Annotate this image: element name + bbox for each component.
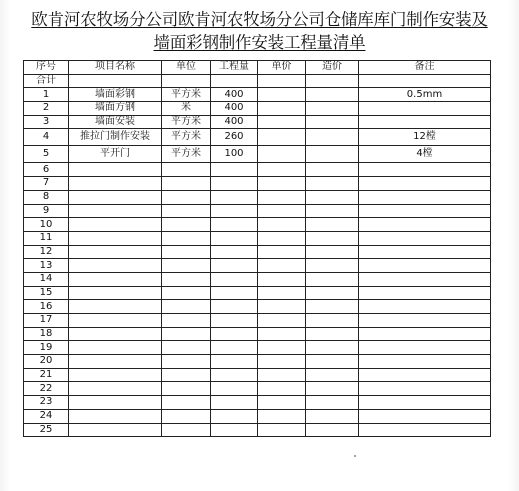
row-number-cell: 23 xyxy=(24,396,69,410)
item-name-cell: 墙面彩钢 xyxy=(69,88,162,102)
item-name-cell xyxy=(69,286,162,300)
quantity-cell: 100 xyxy=(211,146,258,163)
document-title-line-1: 欧肯河农牧场分公司欧肯河农牧场分公司仓储库库门制作安装及 xyxy=(31,10,488,29)
item-name-cell xyxy=(69,368,162,382)
table-row xyxy=(24,204,491,218)
item-name-cell xyxy=(69,396,162,410)
quantity-cell xyxy=(211,368,258,382)
quantity-cell xyxy=(211,204,258,218)
table-row xyxy=(24,88,491,102)
unit-cell xyxy=(162,245,211,259)
remarks-cell xyxy=(359,102,491,116)
unit-price-cell xyxy=(258,88,306,102)
unit-cell xyxy=(162,396,211,410)
cost-cell xyxy=(306,259,359,273)
row-number-cell: 9 xyxy=(24,204,69,218)
quantity-cell: 400 xyxy=(211,102,258,116)
total-row xyxy=(24,74,491,88)
quantity-cell xyxy=(211,396,258,410)
row-number-cell: 3 xyxy=(24,115,69,129)
cost-cell xyxy=(306,129,359,146)
unit-price-cell xyxy=(258,382,306,396)
cost-cell xyxy=(306,409,359,423)
unit-price-cell xyxy=(258,204,306,218)
unit-cell xyxy=(162,355,211,369)
cost-cell xyxy=(306,102,359,116)
unit-cell xyxy=(162,218,211,232)
quantity-cell xyxy=(211,190,258,204)
unit-cell xyxy=(162,382,211,396)
row-number-cell: 15 xyxy=(24,286,69,300)
cost-cell xyxy=(306,382,359,396)
cost-cell xyxy=(306,341,359,355)
row-number-cell: 5 xyxy=(24,146,69,163)
table-row xyxy=(24,368,491,382)
unit-price-cell xyxy=(258,341,306,355)
unit-cell: 平方米 xyxy=(162,129,211,146)
total-cell xyxy=(162,74,211,88)
table-row xyxy=(24,272,491,286)
unit-cell xyxy=(162,272,211,286)
table-row xyxy=(24,177,491,191)
unit-cell xyxy=(162,409,211,423)
remarks-cell xyxy=(359,327,491,341)
unit-price-cell xyxy=(258,102,306,116)
total-cell xyxy=(306,74,359,88)
remarks-cell: 12樘 xyxy=(359,129,491,146)
cost-cell xyxy=(306,88,359,102)
remarks-cell xyxy=(359,300,491,314)
unit-cell: 平方米 xyxy=(162,146,211,163)
row-number-cell: 11 xyxy=(24,231,69,245)
unit-price-cell xyxy=(258,286,306,300)
table-row xyxy=(24,382,491,396)
header-item-name: 项目名称 xyxy=(69,61,162,75)
quantity-cell xyxy=(211,231,258,245)
item-name-cell xyxy=(69,218,162,232)
item-name-cell xyxy=(69,259,162,273)
row-number-cell: 14 xyxy=(24,272,69,286)
row-number-cell: 17 xyxy=(24,314,69,328)
header-remarks: 备注 xyxy=(359,61,491,75)
quantity-cell xyxy=(211,355,258,369)
header-quantity: 工程量 xyxy=(211,61,258,75)
item-name-cell: 墙面方钢 xyxy=(69,102,162,116)
remarks-cell xyxy=(359,355,491,369)
table-row xyxy=(24,245,491,259)
total-cell xyxy=(211,74,258,88)
item-name-cell xyxy=(69,190,162,204)
row-number-cell: 24 xyxy=(24,409,69,423)
unit-cell xyxy=(162,259,211,273)
table-row xyxy=(24,231,491,245)
item-name-cell xyxy=(69,382,162,396)
row-number-cell: 6 xyxy=(24,163,69,177)
table-row xyxy=(24,286,491,300)
unit-cell xyxy=(162,368,211,382)
unit-cell xyxy=(162,177,211,191)
unit-cell xyxy=(162,190,211,204)
unit-price-cell xyxy=(258,129,306,146)
total-cell xyxy=(69,74,162,88)
quantity-cell xyxy=(211,314,258,328)
quantity-cell: 400 xyxy=(211,115,258,129)
unit-price-cell xyxy=(258,115,306,129)
unit-cell xyxy=(162,341,211,355)
unit-price-cell xyxy=(258,245,306,259)
item-name-cell: 墙面安装 xyxy=(69,115,162,129)
row-number-cell: 2 xyxy=(24,102,69,116)
quantity-cell xyxy=(211,300,258,314)
cost-cell xyxy=(306,146,359,163)
cost-cell xyxy=(306,300,359,314)
cost-cell xyxy=(306,231,359,245)
cost-cell xyxy=(306,115,359,129)
table-row xyxy=(24,409,491,423)
unit-price-cell xyxy=(258,368,306,382)
remarks-cell xyxy=(359,245,491,259)
item-name-cell: 推拉门制作安装 xyxy=(69,129,162,146)
row-number-cell: 22 xyxy=(24,382,69,396)
unit-price-cell xyxy=(258,396,306,410)
item-name-cell xyxy=(69,314,162,328)
header-cost: 造价 xyxy=(306,61,359,75)
cost-cell xyxy=(306,396,359,410)
cost-cell xyxy=(306,286,359,300)
cost-cell xyxy=(306,327,359,341)
row-number-cell: 12 xyxy=(24,245,69,259)
document-title-line-2: 墙面彩钢制作安装工程量清单 xyxy=(153,33,366,52)
unit-price-cell xyxy=(258,259,306,273)
cost-cell xyxy=(306,163,359,177)
quantity-cell xyxy=(211,327,258,341)
remarks-cell xyxy=(359,259,491,273)
remarks-cell xyxy=(359,272,491,286)
remarks-cell xyxy=(359,163,491,177)
quantity-cell xyxy=(211,341,258,355)
table-row xyxy=(24,355,491,369)
item-name-cell xyxy=(69,300,162,314)
cost-cell xyxy=(306,368,359,382)
unit-cell: 米 xyxy=(162,102,211,116)
unit-cell: 平方米 xyxy=(162,88,211,102)
unit-price-cell xyxy=(258,231,306,245)
unit-price-cell xyxy=(258,423,306,437)
row-number-cell: 25 xyxy=(24,423,69,437)
item-name-cell xyxy=(69,177,162,191)
row-number-cell: 10 xyxy=(24,218,69,232)
quantity-cell xyxy=(211,163,258,177)
quantity-cell xyxy=(211,177,258,191)
unit-cell xyxy=(162,163,211,177)
cost-cell xyxy=(306,190,359,204)
cost-cell xyxy=(306,423,359,437)
unit-price-cell xyxy=(258,146,306,163)
remarks-cell xyxy=(359,218,491,232)
table-row xyxy=(24,423,491,437)
row-number-cell: 7 xyxy=(24,177,69,191)
remarks-cell: 4樘 xyxy=(359,146,491,163)
row-number-cell: 21 xyxy=(24,368,69,382)
cost-cell xyxy=(306,218,359,232)
row-number-cell: 13 xyxy=(24,259,69,273)
unit-cell: 平方米 xyxy=(162,115,211,129)
remarks-cell: 0.5mm xyxy=(359,88,491,102)
remarks-cell xyxy=(359,115,491,129)
unit-price-cell xyxy=(258,300,306,314)
unit-price-cell xyxy=(258,272,306,286)
remarks-cell xyxy=(359,204,491,218)
cost-cell xyxy=(306,204,359,218)
header-unit: 单位 xyxy=(162,61,211,75)
row-number-cell: 8 xyxy=(24,190,69,204)
scan-speck xyxy=(354,455,356,457)
item-name-cell xyxy=(69,272,162,286)
remarks-cell xyxy=(359,409,491,423)
table-row xyxy=(24,146,491,163)
table-row xyxy=(24,259,491,273)
table-row xyxy=(24,314,491,328)
unit-cell xyxy=(162,204,211,218)
row-number-cell: 16 xyxy=(24,300,69,314)
bill-of-quantities-table xyxy=(23,60,491,437)
total-label: 合计 xyxy=(24,74,69,88)
unit-cell xyxy=(162,300,211,314)
remarks-cell xyxy=(359,396,491,410)
item-name-cell xyxy=(69,245,162,259)
remarks-cell xyxy=(359,286,491,300)
remarks-cell xyxy=(359,341,491,355)
table-row xyxy=(24,218,491,232)
unit-cell xyxy=(162,286,211,300)
unit-price-cell xyxy=(258,327,306,341)
unit-price-cell xyxy=(258,163,306,177)
remarks-cell xyxy=(359,382,491,396)
unit-price-cell xyxy=(258,355,306,369)
unit-price-cell xyxy=(258,409,306,423)
table-row xyxy=(24,190,491,204)
remarks-cell xyxy=(359,177,491,191)
total-cell xyxy=(258,74,306,88)
quantity-cell xyxy=(211,259,258,273)
table-row xyxy=(24,341,491,355)
header-no: 序号 xyxy=(24,61,69,75)
cost-cell xyxy=(306,272,359,286)
table-row xyxy=(24,163,491,177)
unit-cell xyxy=(162,314,211,328)
item-name-cell xyxy=(69,409,162,423)
row-number-cell: 19 xyxy=(24,341,69,355)
quantity-cell: 400 xyxy=(211,88,258,102)
quantity-cell xyxy=(211,286,258,300)
total-cell xyxy=(359,74,491,88)
remarks-cell xyxy=(359,190,491,204)
unit-price-cell xyxy=(258,314,306,328)
table-row xyxy=(24,115,491,129)
unit-cell xyxy=(162,423,211,437)
quantity-cell xyxy=(211,382,258,396)
item-name-cell xyxy=(69,355,162,369)
quantity-cell xyxy=(211,272,258,286)
table-row xyxy=(24,327,491,341)
cost-cell xyxy=(306,245,359,259)
table-header-row xyxy=(24,61,491,75)
remarks-cell xyxy=(359,368,491,382)
quantity-cell xyxy=(211,423,258,437)
remarks-cell xyxy=(359,314,491,328)
unit-cell xyxy=(162,327,211,341)
quantity-cell xyxy=(211,245,258,259)
remarks-cell xyxy=(359,423,491,437)
unit-price-cell xyxy=(258,218,306,232)
cost-cell xyxy=(306,177,359,191)
row-number-cell: 4 xyxy=(24,129,69,146)
quantity-cell: 260 xyxy=(211,129,258,146)
row-number-cell: 18 xyxy=(24,327,69,341)
quantity-cell xyxy=(211,218,258,232)
unit-price-cell xyxy=(258,190,306,204)
table-row xyxy=(24,129,491,146)
cost-cell xyxy=(306,314,359,328)
item-name-cell xyxy=(69,423,162,437)
table-row xyxy=(24,396,491,410)
cost-cell xyxy=(306,355,359,369)
remarks-cell xyxy=(359,231,491,245)
item-name-cell xyxy=(69,204,162,218)
row-number-cell: 1 xyxy=(24,88,69,102)
item-name-cell xyxy=(69,327,162,341)
table-row xyxy=(24,300,491,314)
item-name-cell xyxy=(69,231,162,245)
unit-cell xyxy=(162,231,211,245)
row-number-cell: 20 xyxy=(24,355,69,369)
item-name-cell xyxy=(69,163,162,177)
header-unit-price: 单价 xyxy=(258,61,306,75)
unit-price-cell xyxy=(258,177,306,191)
item-name-cell: 平开门 xyxy=(69,146,162,163)
table-row xyxy=(24,102,491,116)
item-name-cell xyxy=(69,341,162,355)
quantity-cell xyxy=(211,409,258,423)
